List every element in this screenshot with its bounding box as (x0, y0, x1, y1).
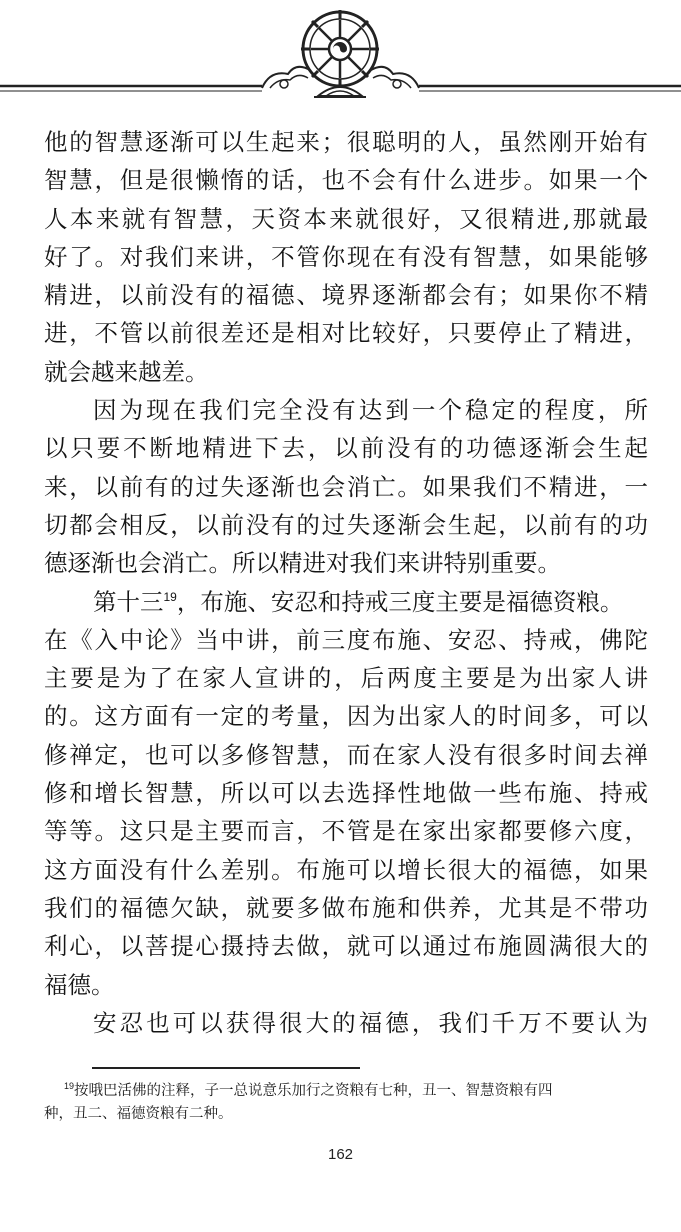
footnote-line (44, 1080, 640, 1103)
text-line: 以只要不断地精进下去，以前没有的功德逐渐会生起 (44, 434, 648, 463)
footnote-separator (92, 1067, 360, 1069)
text-line: 德逐渐也会消亡。所以精进对我们来讲特别重要。 (44, 549, 561, 578)
text-line: 福德。 (44, 970, 115, 999)
text-line: 等等。这只是主要而言，不管是在家出家都要修六度， (44, 817, 648, 846)
text-line: 我们的福德欠缺，就要多做布施和供养，尤其是不带功 (44, 893, 648, 922)
page-header-ornament (0, 0, 681, 110)
footnote-reference[interactable]: 19 (163, 589, 177, 604)
text-line: 修和增长智慧，所以可以去选择性地做一些布施、持戒 (44, 779, 648, 808)
text-line: 智慧，但是很懒惰的话，也不会有什么进步。如果一个 (44, 166, 648, 195)
text-line: 安忍也可以获得很大的福德，我们千万不要认为 (93, 1008, 648, 1037)
text-line: 好了。对我们来讲，不管你现在有没有智慧，如果能够 (44, 242, 648, 271)
text-line: 进，不管以前很差还是相对比较好，只要停止了精进， (44, 319, 648, 348)
text-line: 切都会相反，以前没有的过失逐渐会生起，以前有的功 (44, 510, 648, 539)
text-line: 修禅定，也可以多修智慧，而在家人没有很多时间去禅 (44, 740, 648, 769)
text-line: 的。这方面有一定的考量，因为出家人的时间多，可以 (44, 702, 648, 731)
footnote (44, 1080, 640, 1126)
footnote-line: 种，丑二、福德资粮有二种。 (44, 1106, 233, 1122)
page-number: 162 (327, 1146, 354, 1163)
text-line: 因为现在我们完全没有达到一个稳定的程度，所 (93, 396, 648, 425)
main-text (44, 123, 648, 1042)
footnote-number: 19 (64, 1081, 75, 1092)
text-line: 精进，以前没有的福德、境界逐渐都会有；如果你不精 (44, 281, 648, 310)
text-line: 在《入中论》当中讲，前三度布施、安忍、持戒，佛陀 (44, 625, 648, 654)
text-line: 他的智慧逐渐可以生起来；很聪明的人，虽然刚开始有 (44, 128, 648, 156)
text-line: 就会越来越差。 (44, 357, 209, 386)
text-line: 这方面没有什么差别。布施可以增长很大的福德，如果 (44, 855, 648, 884)
text-segment: 第十三 (93, 587, 164, 616)
dharma-wheel-icon (0, 0, 681, 110)
text-line: 主要是为了在家人宣讲的，后两度主要是为出家人讲 (44, 664, 648, 693)
text-line: 来，以前有的过失逐渐也会消亡。如果我们不精进，一 (44, 472, 648, 501)
text-line: 利心，以菩提心摄持去做，就可以通过布施圆满很大的 (44, 932, 648, 961)
text-segment: ，布施、安忍和持戒三度主要是福德资粮。 (176, 587, 624, 616)
text-line (44, 583, 648, 621)
text-line: 人本来就有智慧，天资本来就很好，又很精进,那就最 (44, 204, 648, 233)
footnote-text: 按哦巴活佛的注释，子一总说意乐加行之资粮有七种，丑一、智慧资粮有四 (74, 1083, 553, 1099)
